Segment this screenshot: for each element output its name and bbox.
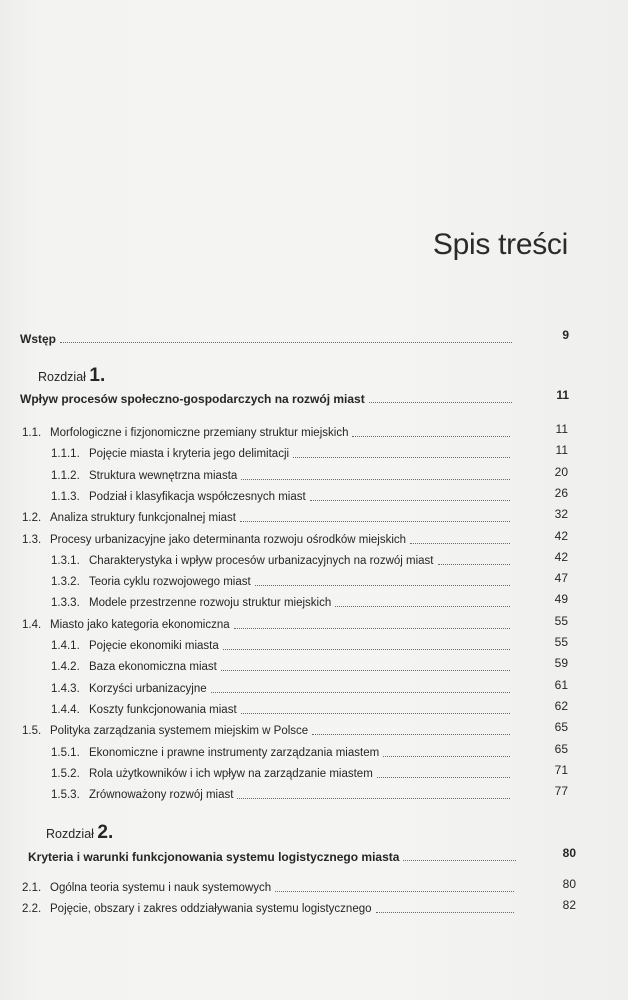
toc-entry-number: 1.3.3. bbox=[51, 597, 80, 610]
toc-entry-page: 80 bbox=[562, 877, 576, 891]
toc-entry-text: Struktura wewnętrzna miasta bbox=[89, 469, 238, 482]
dot-leader bbox=[211, 692, 510, 693]
dot-leader bbox=[312, 734, 510, 735]
chapter-page: 11 bbox=[556, 388, 569, 402]
toc-entry-number: 1.4.1. bbox=[51, 640, 80, 652]
toc-entry[interactable] bbox=[51, 552, 518, 568]
dot-leader bbox=[403, 860, 516, 861]
toc-entry[interactable] bbox=[51, 680, 518, 696]
toc-entry-number: 1.4.4. bbox=[51, 703, 80, 716]
toc-entry-page: 32 bbox=[554, 507, 568, 522]
toc-entry-label: Wstęp bbox=[20, 332, 56, 346]
toc-entry-page: 11 bbox=[555, 422, 568, 436]
toc-entry-page: 65 bbox=[554, 720, 568, 735]
toc-entry-text: Modele przestrzenne rozwoju struktur miejskich bbox=[89, 597, 332, 610]
dot-leader bbox=[376, 912, 514, 913]
chapter-number: 2. bbox=[97, 822, 114, 843]
toc-entry-page: 20 bbox=[554, 464, 568, 479]
toc-entry-page: 49 bbox=[554, 592, 568, 607]
toc-entry-page: 55 bbox=[554, 613, 568, 628]
toc-entry[interactable] bbox=[22, 722, 518, 738]
dot-leader bbox=[335, 606, 510, 607]
toc-entry[interactable] bbox=[51, 744, 518, 760]
toc-entry-number: 1.2. bbox=[22, 512, 42, 525]
toc-entry-number: 1.1.3. bbox=[51, 490, 80, 503]
dot-leader bbox=[293, 457, 510, 458]
dot-leader bbox=[255, 585, 510, 586]
toc-entry-text: Morfologiczne i fizjonomiczne przemiany struktur miejskich bbox=[50, 427, 349, 439]
toc-entry[interactable] bbox=[51, 445, 518, 461]
toc-entry-page: 77 bbox=[554, 784, 568, 799]
toc-entry-text: Miasto jako kategoria ekonomiczna bbox=[50, 618, 230, 631]
toc-entry-number: 1.3.1. bbox=[51, 554, 80, 567]
dot-leader bbox=[241, 479, 510, 480]
toc-entry-page: 59 bbox=[554, 656, 568, 671]
toc-entry-text: Pojęcie miasta i kryteria jego delimitacji bbox=[89, 448, 290, 461]
dot-leader bbox=[369, 402, 512, 403]
dot-leader bbox=[310, 500, 510, 501]
toc-entry-text: Rola użytkowników i ich wpływ na zarządzanie miastem bbox=[89, 767, 373, 780]
toc-entry[interactable] bbox=[51, 467, 518, 483]
toc-entry-number: 1.5.1. bbox=[51, 746, 80, 759]
toc-entry-number: 1.5.2. bbox=[51, 767, 80, 780]
dot-leader bbox=[237, 798, 510, 799]
chapter-2-label bbox=[46, 823, 113, 844]
chapter-title: Wpływ procesów społeczno-gospodarczych na rozwój miast bbox=[20, 392, 365, 406]
dot-leader bbox=[240, 521, 510, 522]
toc-entry-number: 1.4. bbox=[22, 618, 42, 631]
toc-entry-text: Pojęcie ekonomiki miasta bbox=[89, 640, 219, 652]
toc-entry-number: 1.3. bbox=[22, 533, 42, 546]
toc-entry-number: 2.1. bbox=[22, 882, 42, 894]
toc-entry[interactable] bbox=[51, 658, 518, 674]
toc-entry-intro[interactable] bbox=[20, 330, 520, 346]
toc-entry[interactable] bbox=[22, 900, 522, 916]
toc-entry-number: 1.1.1. bbox=[51, 448, 80, 461]
toc-entry[interactable] bbox=[51, 637, 518, 653]
toc-entry[interactable] bbox=[51, 701, 518, 717]
chapter-1-title-entry[interactable] bbox=[20, 390, 520, 406]
toc-entry-text: Korzyści urbanizacyjne bbox=[89, 682, 207, 695]
toc-entry-text: Ogólna teoria systemu i nauk systemowych bbox=[50, 882, 272, 894]
chapter-number: 1. bbox=[89, 365, 106, 386]
toc-entry[interactable] bbox=[22, 424, 518, 440]
toc-entry-text: Analiza struktury funkcjonalnej miast bbox=[50, 512, 236, 525]
toc-entry-number: 1.5.3. bbox=[51, 789, 80, 802]
toc-entry-number: 1.1.2. bbox=[51, 469, 80, 482]
dot-leader bbox=[377, 777, 510, 778]
dot-leader bbox=[221, 670, 510, 671]
toc-entry-page: 61 bbox=[554, 677, 568, 692]
toc-entry[interactable] bbox=[51, 594, 518, 610]
toc-entry-page: 42 bbox=[554, 549, 568, 564]
toc-entry-text: Baza ekonomiczna miast bbox=[89, 661, 217, 674]
dot-leader bbox=[383, 756, 510, 757]
toc-entry-text: Koszty funkcjonowania miast bbox=[89, 703, 237, 716]
toc-entry[interactable] bbox=[51, 786, 518, 802]
toc-entry-page: 82 bbox=[562, 898, 576, 912]
dot-leader bbox=[275, 891, 514, 892]
toc-entry[interactable] bbox=[22, 509, 518, 525]
toc-entry[interactable] bbox=[22, 879, 522, 895]
toc-entry-text: Zrównoważony rozwój miast bbox=[89, 789, 234, 802]
chapter-word: Rozdział bbox=[38, 370, 86, 384]
dot-leader bbox=[241, 713, 510, 714]
toc-entry-page: 55 bbox=[554, 635, 568, 649]
dot-leader bbox=[410, 543, 510, 544]
toc-entry[interactable] bbox=[51, 765, 518, 781]
toc-entry-number: 2.2. bbox=[22, 903, 42, 915]
toc-entry[interactable] bbox=[51, 488, 518, 504]
dot-leader bbox=[352, 436, 510, 437]
dot-leader bbox=[234, 628, 510, 629]
toc-entry-page: 42 bbox=[554, 528, 568, 543]
toc-entry-text: Polityka zarządzania systemem miejskim w Polsce bbox=[50, 725, 309, 738]
toc-entry-text: Charakterystyka i wpływ procesów urbanizacyjnych na rozwój miast bbox=[89, 554, 434, 567]
chapter-word: Rozdział bbox=[46, 827, 94, 841]
toc-entry-page: 62 bbox=[554, 698, 568, 713]
chapter-page: 80 bbox=[562, 846, 576, 860]
toc-entry-number: 1.3.2. bbox=[51, 576, 80, 589]
dot-leader bbox=[438, 564, 511, 565]
chapter-title: Kryteria i warunki funkcjonowania systemu logistycznego miasta bbox=[28, 850, 400, 864]
toc-entry-page: 65 bbox=[554, 741, 568, 756]
toc-entry-page: 9 bbox=[562, 328, 569, 342]
toc-entry[interactable] bbox=[22, 616, 518, 632]
toc-entry-number: 1.1. bbox=[22, 427, 42, 439]
toc-entry-text: Podział i klasyfikacja współczesnych miast bbox=[89, 490, 306, 503]
toc-entry-number: 1.5. bbox=[22, 725, 42, 738]
toc-entry-text: Pojęcie, obszary i zakres oddziaływania systemu logistycznego bbox=[50, 903, 372, 915]
toc-entry[interactable] bbox=[51, 573, 518, 589]
chapter-2-title-entry[interactable] bbox=[28, 848, 524, 864]
toc-entry-page: 47 bbox=[554, 571, 568, 586]
dot-leader bbox=[60, 342, 512, 343]
toc-entry[interactable] bbox=[22, 531, 518, 547]
toc-entry-text: Procesy urbanizacyjne jako determinanta rozwoju ośrodków miejskich bbox=[50, 533, 407, 546]
dot-leader bbox=[223, 649, 510, 650]
toc-entry-page: 11 bbox=[555, 443, 568, 458]
page-title: Spis treści bbox=[432, 228, 568, 261]
toc-entry-text: Teoria cyklu rozwojowego miast bbox=[89, 576, 251, 589]
toc-entry-page: 71 bbox=[554, 762, 568, 777]
toc-entry-page: 26 bbox=[554, 485, 568, 500]
toc-entry-number: 1.4.2. bbox=[51, 661, 80, 674]
toc-entry-number: 1.4.3. bbox=[51, 682, 80, 695]
chapter-1-label bbox=[38, 366, 105, 387]
toc-entry-text: Ekonomiczne i prawne instrumenty zarządzania miastem bbox=[89, 746, 380, 759]
